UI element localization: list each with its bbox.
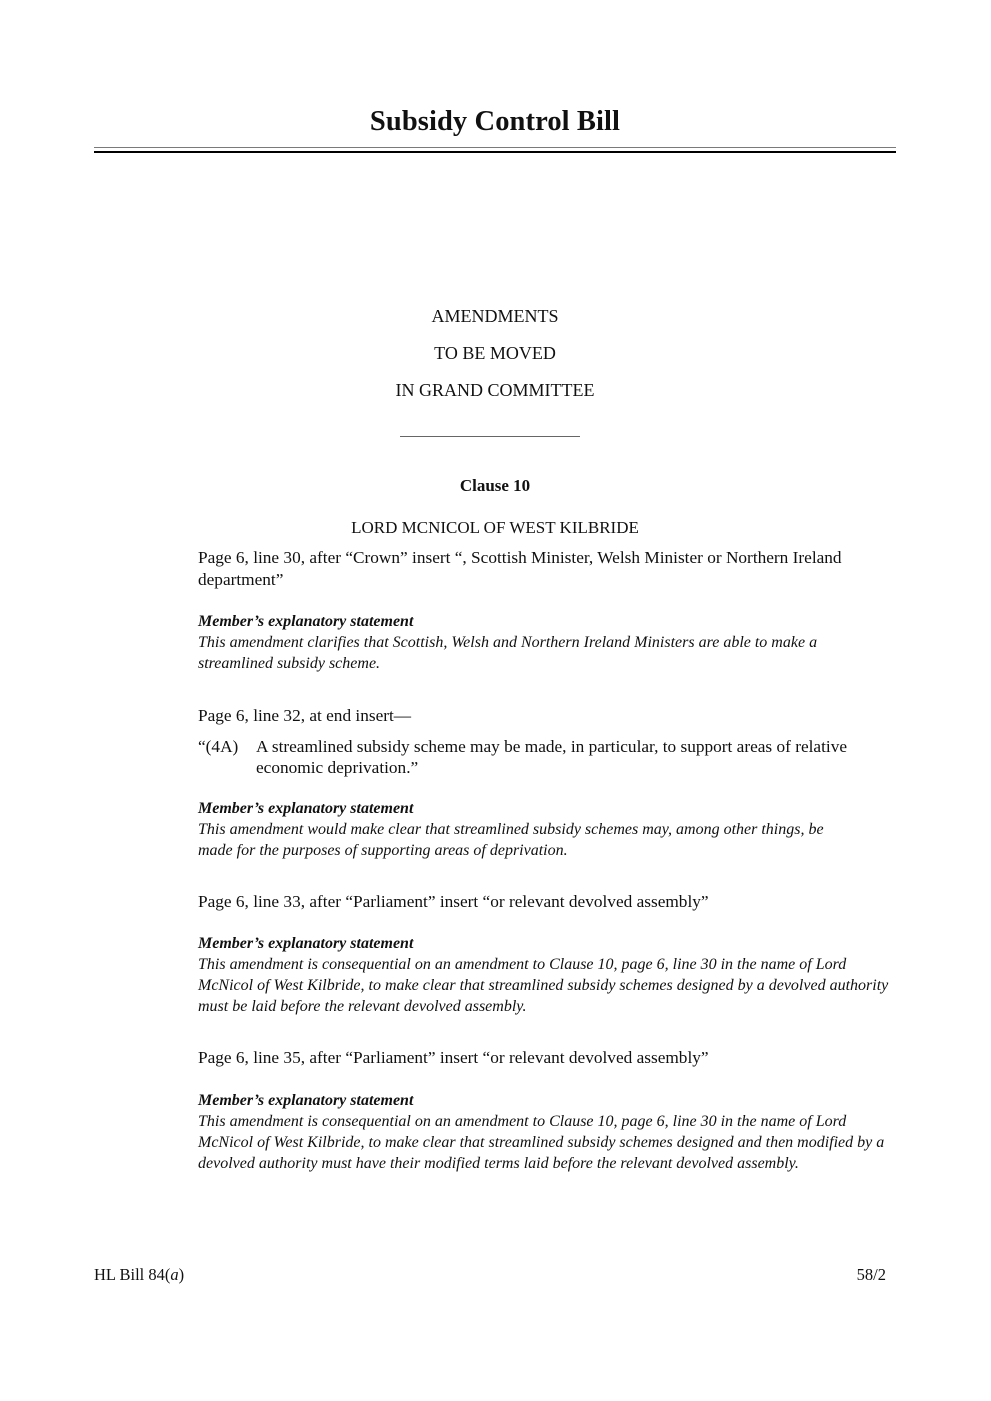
statement-body: This amendment is consequential on an amendment to Clause 10, page 6, line 30 in the name of Lord McNicol of West Kilbride, to make clear that streamlined subsidy schemes designed by a devolved authority must be laid before the relevant devolved assembly. xyxy=(198,956,889,1015)
inserted-subsection xyxy=(198,736,898,779)
amendment-text: Page 6, line 33, after “Parliament” insert “or relevant devolved assembly” xyxy=(198,892,709,911)
explanatory-statement-2 xyxy=(198,799,898,861)
title-rule-thin xyxy=(94,147,896,148)
footer-page-reference: 58/2 xyxy=(856,1265,886,1284)
heading-amendments: AMENDMENTS xyxy=(431,306,559,326)
heading-to-be-moved: TO BE MOVED xyxy=(434,343,556,363)
title-rule-thick xyxy=(94,151,896,153)
inserted-subsection-text: A streamlined subsidy scheme may be made, in particular, to support areas of relative economic deprivation.” xyxy=(256,736,848,777)
bill-ref-suffix: ) xyxy=(178,1265,185,1284)
clause-heading: Clause 10 xyxy=(459,476,531,495)
center-rule xyxy=(400,436,580,437)
amendment-text: Page 6, line 30, after “Crown” insert “, Scottish Minister, Welsh Minister or Northern Ireland department” xyxy=(198,548,842,589)
amendment-text: Page 6, line 35, after “Parliament” insert “or relevant devolved assembly” xyxy=(198,1048,709,1067)
amendment-4 xyxy=(198,1047,898,1069)
amendment-text: Page 6, line 32, at end insert— xyxy=(198,706,412,725)
footer-bill-reference xyxy=(94,1265,184,1285)
bill-ref-prefix: HL Bill 84( xyxy=(94,1265,171,1284)
statement-body: This amendment clarifies that Scottish, Welsh and Northern Ireland Ministers are able to make a streamlined subsidy scheme. xyxy=(198,634,818,672)
statement-body: This amendment would make clear that streamlined subsidy schemes may, among other things, be made for the purposes of supporting areas of deprivation. xyxy=(198,821,824,859)
mover-name: LORD MCNICOL OF WEST KILBRIDE xyxy=(351,518,639,537)
statement-heading: Member’s explanatory statement xyxy=(198,935,414,952)
bill-ref-italic: a xyxy=(170,1265,179,1284)
statement-heading: Member’s explanatory statement xyxy=(198,1092,414,1109)
page-title: Subsidy Control Bill xyxy=(369,106,621,137)
amendment-2 xyxy=(198,705,898,779)
amendment-1 xyxy=(198,547,898,590)
heading-grand-committee: IN GRAND COMMITTEE xyxy=(395,380,595,400)
inserted-subsection-number: “(4A) xyxy=(198,736,239,756)
explanatory-statement-1 xyxy=(198,612,898,674)
statement-body: This amendment is consequential on an amendment to Clause 10, page 6, line 30 in the name of Lord McNicol of West Kilbride, to make clear that streamlined subsidy schemes designed and then modified by a devolved authority must have their modified terms laid before the relevant devolved assembly. xyxy=(198,1113,885,1172)
explanatory-statement-4 xyxy=(198,1091,898,1174)
amendment-3 xyxy=(198,891,898,913)
statement-heading: Member’s explanatory statement xyxy=(198,613,414,630)
statement-heading: Member’s explanatory statement xyxy=(198,800,414,817)
explanatory-statement-3 xyxy=(198,934,898,1017)
